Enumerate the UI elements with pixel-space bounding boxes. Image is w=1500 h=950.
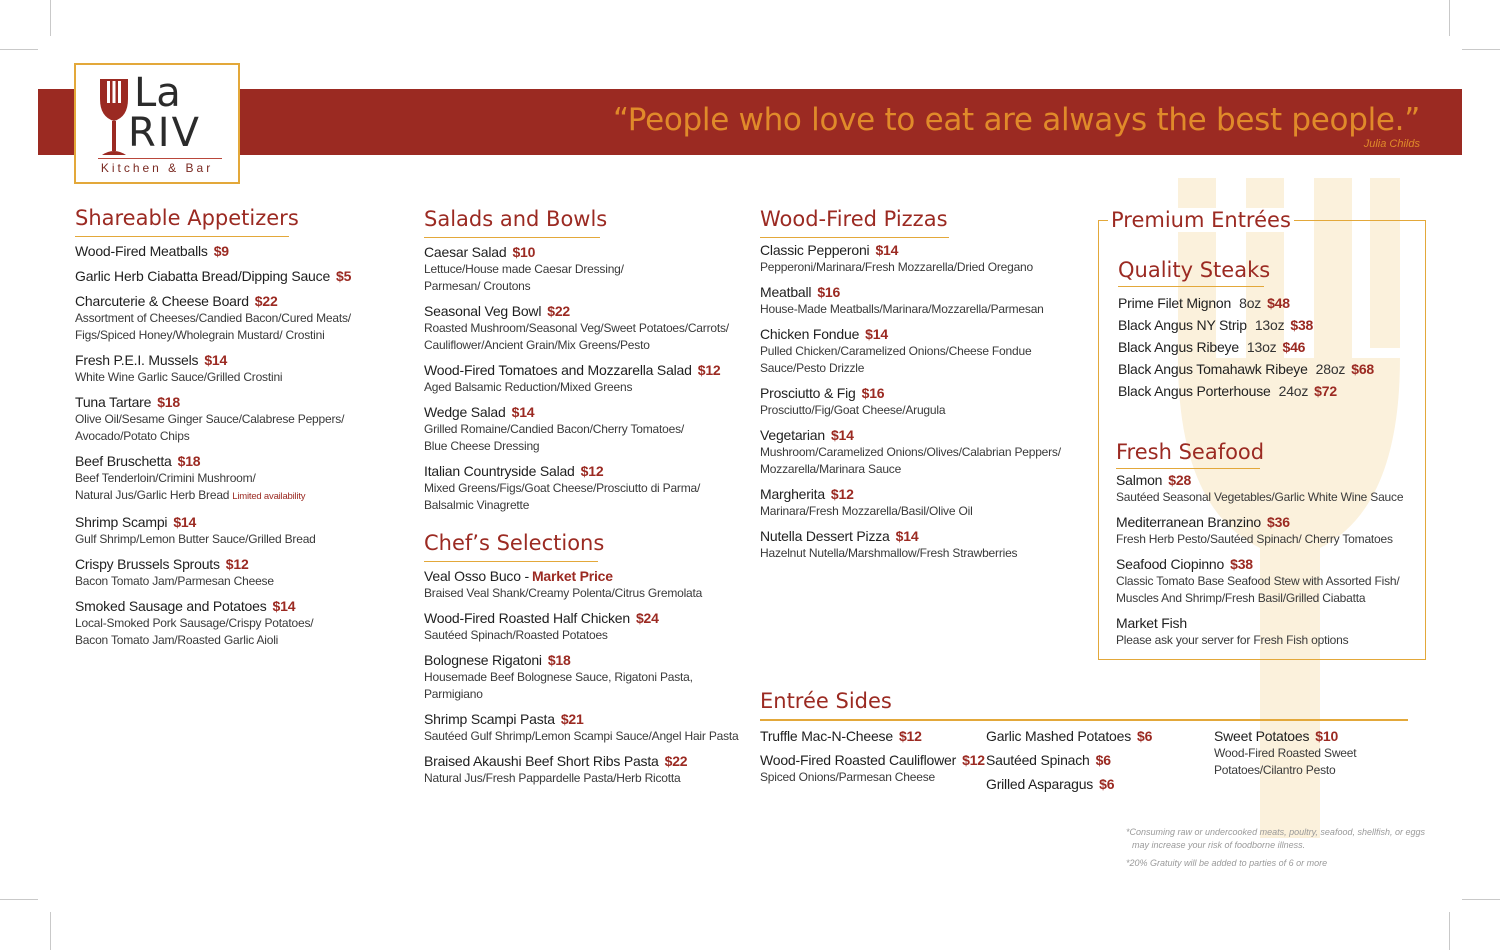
item-price: $16 bbox=[861, 385, 885, 401]
item-name: Market Fish bbox=[1116, 615, 1187, 631]
item-description: Please ask your server for Fresh Fish options bbox=[1116, 633, 1349, 647]
item-price: $10 bbox=[1315, 728, 1339, 744]
fresh-seafood-title: Fresh Seafood bbox=[1116, 440, 1260, 469]
item-description: Olive Oil/Sesame Ginger Sauce/Calabrese Peppers/ bbox=[75, 412, 345, 426]
item-price: $5 bbox=[336, 268, 352, 284]
item-description: Cauliflower/Ancient Grain/Mix Greens/Pesto bbox=[424, 338, 650, 352]
item-size: 8oz bbox=[1239, 295, 1262, 311]
menu-item bbox=[760, 752, 985, 785]
item-name: Salmon bbox=[1116, 472, 1163, 488]
item-name: Prosciutto & Fig bbox=[760, 385, 856, 401]
menu-item bbox=[1118, 361, 1418, 377]
menu-item bbox=[1116, 556, 1421, 606]
item-description: Bacon Tomato Jam/Parmesan Cheese bbox=[75, 574, 274, 588]
sides-column-2 bbox=[986, 728, 1152, 801]
item-description: Mozzarella/Marinara Sauce bbox=[760, 462, 902, 476]
menu-item bbox=[760, 528, 1080, 561]
menu-item bbox=[760, 242, 1080, 275]
item-name: Wood-Fired Tomatoes and Mozzarella Salad bbox=[424, 362, 692, 378]
menu-item bbox=[1214, 728, 1356, 778]
item-name: Veal Osso Buco - bbox=[424, 568, 529, 584]
item-size: 13oz bbox=[1254, 317, 1285, 333]
item-price: $12 bbox=[830, 486, 854, 502]
item-description: Grilled Romaine/Candied Bacon/Cherry Tomatoes/ bbox=[424, 422, 685, 436]
sides-column-1 bbox=[760, 728, 985, 794]
item-name: Italian Countryside Salad bbox=[424, 463, 575, 479]
crop-mark bbox=[0, 49, 38, 50]
item-description: Spiced Onions/Parmesan Cheese bbox=[760, 770, 935, 784]
item-price: $10 bbox=[512, 244, 536, 260]
item-description: Gulf Shrimp/Lemon Butter Sauce/Grilled Bread bbox=[75, 532, 316, 546]
item-name: Sweet Potatoes bbox=[1214, 728, 1310, 744]
menu-item bbox=[760, 728, 985, 744]
item-size: 24oz bbox=[1278, 383, 1309, 399]
item-description: Muscles And Shrimp/Fresh Basil/Grilled Ciabatta bbox=[1116, 591, 1366, 605]
item-description: Figs/Spiced Honey/Wholegrain Mustard/ Crostini bbox=[75, 328, 325, 342]
item-description: Mushroom/Caramelized Onions/Olives/Calabrian Peppers/ bbox=[760, 445, 1061, 459]
item-name: Braised Akaushi Beef Short Ribs Pasta bbox=[424, 753, 659, 769]
item-name: Smoked Sausage and Potatoes bbox=[75, 598, 267, 614]
steaks-list bbox=[1118, 295, 1418, 405]
menu-item bbox=[424, 652, 744, 702]
item-name: Caesar Salad bbox=[424, 244, 507, 260]
item-price: $12 bbox=[225, 556, 249, 572]
item-size: 13oz bbox=[1246, 339, 1277, 355]
menu-item bbox=[1116, 472, 1421, 505]
item-price: $6 bbox=[1095, 752, 1111, 768]
item-price: $22 bbox=[664, 753, 688, 769]
logo-name-line1: La bbox=[134, 70, 181, 116]
item-name: Fresh P.E.I. Mussels bbox=[75, 352, 199, 368]
item-description: Braised Veal Shank/Creamy Polenta/Citrus Gremolata bbox=[424, 586, 703, 600]
crop-mark bbox=[1449, 0, 1450, 36]
sides-column-3 bbox=[1214, 728, 1356, 787]
item-name: Crispy Brussels Sprouts bbox=[75, 556, 220, 572]
raw-food-warning: *Consuming raw or undercooked meats, poultry, seafood, shellfish, or eggs bbox=[1126, 827, 1425, 837]
item-price: Market Price bbox=[531, 568, 613, 584]
menu-item bbox=[424, 610, 744, 643]
item-price: $18 bbox=[177, 453, 201, 469]
item-name: Wood-Fired Roasted Half Chicken bbox=[424, 610, 630, 626]
item-description: Sautéed Gulf Shrimp/Lemon Scampi Sauce/Angel Hair Pasta bbox=[424, 729, 739, 743]
raw-food-warning-cont: may increase your risk of foodborne illness. bbox=[1132, 840, 1306, 850]
item-name: Wood-Fired Roasted Cauliflower bbox=[760, 752, 957, 768]
menu-item bbox=[1118, 383, 1418, 399]
item-description: Lettuce/House made Caesar Dressing/ bbox=[424, 262, 624, 276]
item-price: $14 bbox=[830, 427, 854, 443]
item-price: $21 bbox=[560, 711, 584, 727]
item-description: House-Made Meatballs/Marinara/Mozzarella/Parmesan bbox=[760, 302, 1044, 316]
logo-divider bbox=[98, 158, 222, 159]
item-description: Beef Tenderloin/Crimini Mushroom/ bbox=[75, 471, 256, 485]
item-name: Beef Bruschetta bbox=[75, 453, 172, 469]
menu-item bbox=[75, 453, 405, 505]
pizzas-list bbox=[760, 242, 1080, 570]
menu-item bbox=[75, 293, 405, 343]
menu-item bbox=[75, 243, 405, 259]
item-description: Mixed Greens/Figs/Goat Cheese/Prosciutto di Parma/ bbox=[424, 481, 701, 495]
menu-item bbox=[75, 556, 405, 589]
appetizers-title: Shareable Appetizers bbox=[75, 206, 289, 237]
menu-item bbox=[75, 394, 405, 444]
item-price: $38 bbox=[1290, 317, 1314, 333]
crop-mark bbox=[1449, 912, 1450, 950]
item-description: Natural Jus/Garlic Herb Bread bbox=[75, 488, 230, 502]
item-price: $6 bbox=[1137, 728, 1153, 744]
item-description: Assortment of Cheeses/Candied Bacon/Cured Meats/ bbox=[75, 311, 351, 325]
item-price: $12 bbox=[962, 752, 985, 768]
item-description: Prosciutto/Fig/Goat Cheese/Arugula bbox=[760, 403, 946, 417]
menu-item bbox=[986, 728, 1152, 744]
quote-author: Julia Childs bbox=[1363, 138, 1420, 150]
item-description: Natural Jus/Fresh Pappardelle Pasta/Herb Ricotta bbox=[424, 771, 681, 785]
item-price: $48 bbox=[1267, 295, 1290, 311]
item-name: Shrimp Scampi bbox=[75, 514, 168, 530]
item-description: Wood-Fired Roasted Sweet bbox=[1214, 746, 1357, 760]
item-description: White Wine Garlic Sauce/Grilled Crostini bbox=[75, 370, 283, 384]
crop-mark bbox=[0, 899, 38, 900]
menu-item bbox=[75, 268, 405, 284]
item-price: $14 bbox=[865, 326, 888, 342]
item-price: $72 bbox=[1314, 383, 1337, 399]
item-name: Vegetarian bbox=[760, 427, 825, 443]
crop-mark bbox=[1462, 899, 1500, 900]
item-price: $46 bbox=[1282, 339, 1306, 355]
item-price: $9 bbox=[213, 243, 229, 259]
item-description: Parmigiano bbox=[424, 687, 483, 701]
menu-item bbox=[424, 711, 744, 744]
menu-item bbox=[75, 352, 405, 385]
menu-item bbox=[760, 284, 1080, 317]
item-price: $16 bbox=[817, 284, 841, 300]
crop-mark bbox=[1462, 49, 1500, 50]
item-name: Shrimp Scampi Pasta bbox=[424, 711, 555, 727]
item-name: Seafood Ciopinno bbox=[1116, 556, 1225, 572]
item-name: Seasonal Veg Bowl bbox=[424, 303, 542, 319]
menu-item bbox=[424, 568, 744, 601]
item-description: Pepperoni/Marinara/Fresh Mozzarella/Dried Oregano bbox=[760, 260, 1033, 274]
item-description: Hazelnut Nutella/Marshmallow/Fresh Strawberries bbox=[760, 546, 1018, 560]
item-name: Wedge Salad bbox=[424, 404, 506, 420]
logo-tagline: Kitchen & Bar bbox=[100, 161, 214, 175]
menu-item bbox=[1118, 317, 1418, 333]
quality-steaks-title: Quality Steaks bbox=[1118, 258, 1264, 287]
item-name: Mediterranean Branzino bbox=[1116, 514, 1262, 530]
item-name: Black Angus Ribeye bbox=[1118, 339, 1239, 355]
item-name: Nutella Dessert Pizza bbox=[760, 528, 890, 544]
menu-item bbox=[760, 486, 1080, 519]
premium-entrees-title: Premium Entrées bbox=[1108, 208, 1294, 232]
wine-glass-fork-icon bbox=[98, 77, 130, 157]
salads-title: Salads and Bowls bbox=[424, 207, 600, 238]
item-price: $18 bbox=[157, 394, 180, 410]
salads-list bbox=[424, 244, 744, 522]
item-price: $12 bbox=[697, 362, 721, 378]
item-description: Bacon Tomato Jam/Roasted Garlic Aioli bbox=[75, 633, 279, 647]
item-price: $14 bbox=[204, 352, 228, 368]
menu-item bbox=[1116, 514, 1421, 547]
logo-name-line2: RIV bbox=[128, 110, 201, 156]
item-price: $14 bbox=[173, 514, 197, 530]
item-description: Balsalmic Vinagrette bbox=[424, 498, 530, 512]
item-size: 28oz bbox=[1315, 361, 1346, 377]
menu-item bbox=[424, 362, 744, 395]
logo bbox=[74, 63, 240, 184]
item-price: $6 bbox=[1099, 776, 1115, 792]
item-price: $36 bbox=[1267, 514, 1290, 530]
menu-item bbox=[760, 326, 1080, 376]
item-description: Sauce/Pesto Drizzle bbox=[760, 361, 865, 375]
limited-availability-note: Limited availability bbox=[232, 491, 306, 502]
item-name: Sautéed Spinach bbox=[986, 752, 1090, 768]
footnotes bbox=[1126, 826, 1425, 870]
menu-item bbox=[1116, 615, 1421, 648]
item-description: Sautéed Seasonal Vegetables/Garlic White Wine Sauce bbox=[1116, 490, 1404, 504]
item-price: $22 bbox=[254, 293, 278, 309]
menu-item bbox=[424, 463, 744, 513]
menu-item bbox=[986, 776, 1152, 792]
menu-item bbox=[986, 752, 1152, 768]
menu-item bbox=[75, 514, 405, 547]
menu-item bbox=[424, 404, 744, 454]
item-description: Marinara/Fresh Mozzarella/Basil/Olive Oil bbox=[760, 504, 973, 518]
item-name: Margherita bbox=[760, 486, 825, 502]
item-name: Wood-Fired Meatballs bbox=[75, 243, 208, 259]
appetizers-list bbox=[75, 243, 405, 657]
item-name: Black Angus Porterhouse bbox=[1118, 383, 1271, 399]
item-description: Roasted Mushroom/Seasonal Veg/Sweet Potatoes/Carrots/ bbox=[424, 321, 729, 335]
gratuity-note: *20% Gratuity will be added to parties of 6 or more bbox=[1126, 858, 1328, 868]
item-price: $14 bbox=[272, 598, 296, 614]
item-description: Aged Balsamic Reduction/Mixed Greens bbox=[424, 380, 633, 394]
menu-item bbox=[760, 385, 1080, 418]
item-name: Black Angus NY Strip bbox=[1118, 317, 1247, 333]
item-price: $24 bbox=[635, 610, 659, 626]
item-description: Parmesan/ Croutons bbox=[424, 279, 531, 293]
menu-item bbox=[1118, 295, 1418, 311]
item-description: Fresh Herb Pesto/Sautéed Spinach/ Cherry Tomatoes bbox=[1116, 532, 1393, 546]
item-name: Classic Pepperoni bbox=[760, 242, 870, 258]
crop-mark bbox=[50, 0, 51, 36]
crop-mark bbox=[50, 912, 51, 950]
item-price: $22 bbox=[547, 303, 571, 319]
chefs-title: Chef’s Selections bbox=[424, 531, 598, 562]
item-description: Pulled Chicken/Caramelized Onions/Cheese Fondue bbox=[760, 344, 1032, 358]
item-price: $38 bbox=[1230, 556, 1253, 572]
item-price: $28 bbox=[1168, 472, 1192, 488]
item-price: $18 bbox=[547, 652, 571, 668]
item-description: Classic Tomato Base Seafood Stew with Assorted Fish/ bbox=[1116, 574, 1400, 588]
menu-item bbox=[75, 598, 405, 648]
item-name: Prime Filet Mignon bbox=[1118, 295, 1232, 311]
header-quote: “People who love to eat are always the best people.” bbox=[612, 102, 1420, 138]
item-price: $12 bbox=[898, 728, 922, 744]
item-price: $14 bbox=[895, 528, 919, 544]
item-name: Meatball bbox=[760, 284, 812, 300]
item-name: Garlic Mashed Potatoes bbox=[986, 728, 1132, 744]
item-description: Avocado/Potato Chips bbox=[75, 429, 190, 443]
item-description: Sautéed Spinach/Roasted Potatoes bbox=[424, 628, 608, 642]
menu-item bbox=[424, 303, 744, 353]
menu-item bbox=[424, 753, 744, 786]
menu-item bbox=[760, 427, 1080, 477]
item-name: Tuna Tartare bbox=[75, 394, 152, 410]
seafood-list bbox=[1116, 472, 1421, 657]
item-description: Housemade Beef Bolognese Sauce, Rigatoni Pasta, bbox=[424, 670, 693, 684]
item-price: $12 bbox=[580, 463, 604, 479]
item-name: Chicken Fondue bbox=[760, 326, 860, 342]
menu-item bbox=[1118, 339, 1418, 355]
item-price: $14 bbox=[875, 242, 899, 258]
item-description: Local-Smoked Pork Sausage/Crispy Potatoes/ bbox=[75, 616, 314, 630]
item-name: Grilled Asparagus bbox=[986, 776, 1094, 792]
chefs-list bbox=[424, 568, 744, 795]
item-description: Potatoes/Cilantro Pesto bbox=[1214, 763, 1336, 777]
sides-title: Entrée Sides bbox=[760, 689, 1408, 721]
item-name: Garlic Herb Ciabatta Bread/Dipping Sauce bbox=[75, 268, 331, 284]
item-name: Charcuterie & Cheese Board bbox=[75, 293, 249, 309]
pizzas-title: Wood-Fired Pizzas bbox=[760, 207, 949, 238]
item-price: $68 bbox=[1351, 361, 1374, 377]
menu-item bbox=[424, 244, 744, 294]
item-description: Blue Cheese Dressing bbox=[424, 439, 540, 453]
item-price: $14 bbox=[511, 404, 535, 420]
item-name: Black Angus Tomahawk Ribeye bbox=[1118, 361, 1308, 377]
item-name: Truffle Mac-N-Cheese bbox=[760, 728, 893, 744]
item-name: Bolognese Rigatoni bbox=[424, 652, 542, 668]
